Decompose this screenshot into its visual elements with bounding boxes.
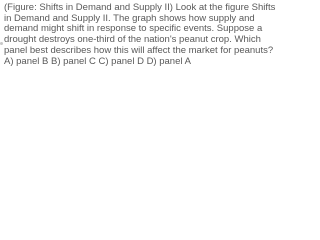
question-line: panel best describes how this will affect the market for peanuts? — [4, 44, 274, 56]
question-line: demand might shift in response to specific events. Suppose a — [4, 23, 263, 35]
question-line: in Demand and Supply II. The graph shows how supply and — [4, 12, 255, 24]
question-line: (Figure: Shifts in Demand and Supply II) Look at the figure Shifts — [4, 2, 276, 13]
edge-marker — [0, 42, 3, 45]
question-card — [0, 0, 276, 79]
question-text — [4, 2, 276, 67]
question-line: drought destroys one-third of the nation's peanut crop. Which — [4, 34, 261, 46]
answer-options: A) panel B B) panel C C) panel D D) panel A — [4, 55, 191, 67]
